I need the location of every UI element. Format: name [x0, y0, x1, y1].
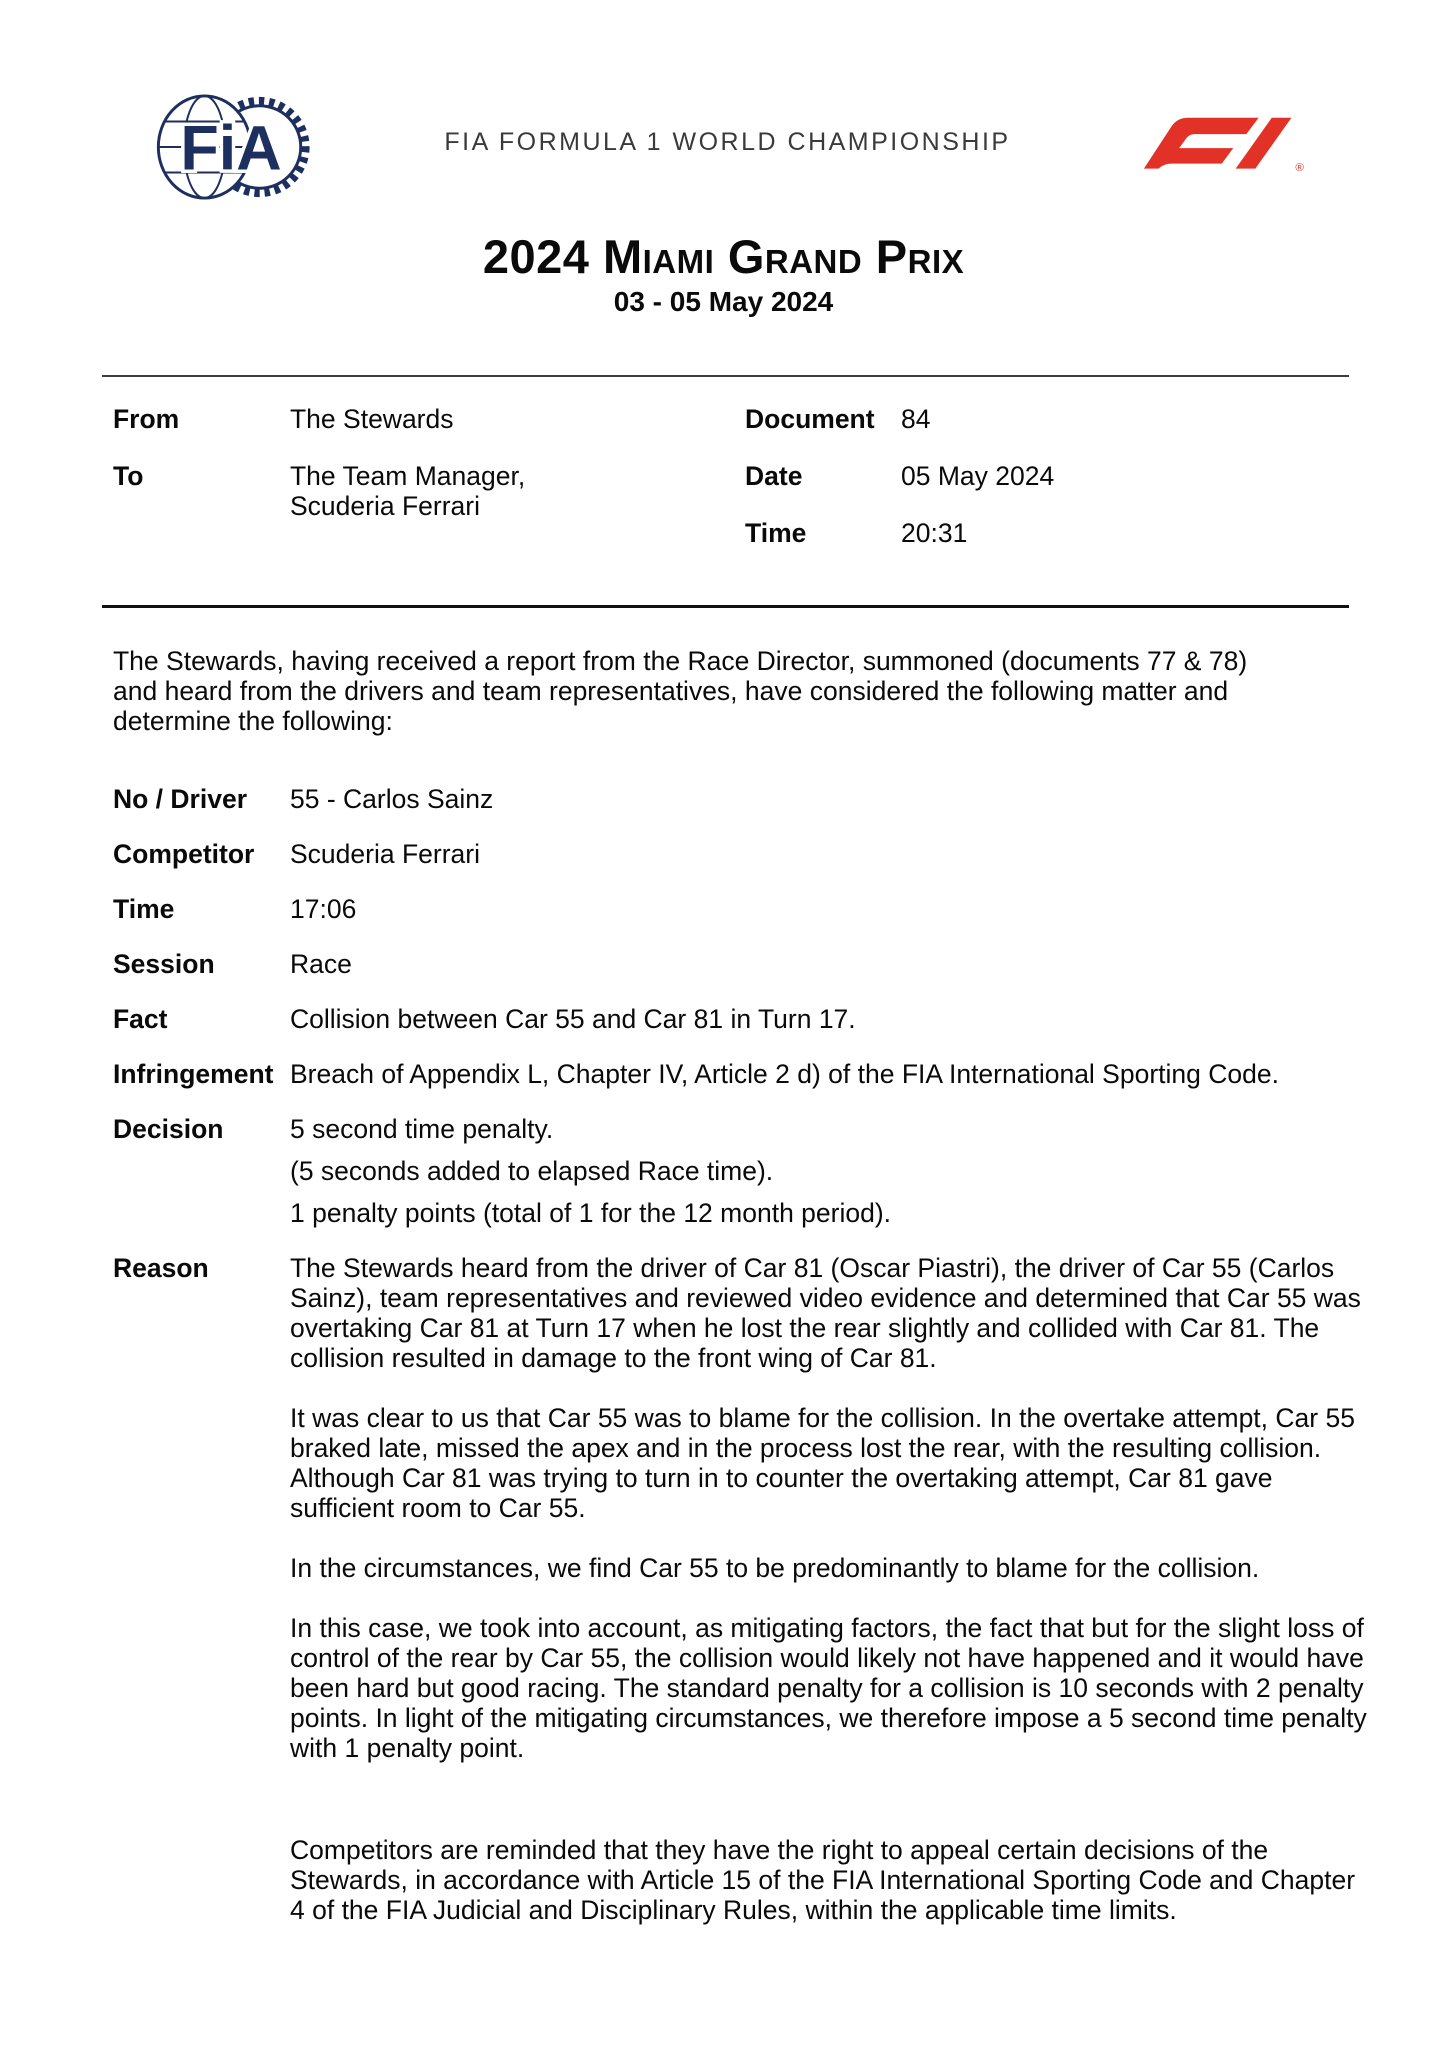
- driver-label: No / Driver: [113, 784, 248, 814]
- document-label: Document: [745, 404, 875, 434]
- field-row-time: [113, 894, 1367, 924]
- time-value: 20:31: [901, 518, 968, 548]
- intro-paragraph: The Stewards, having received a report from the Race Director, summoned (documents 77 & 78) and heard from the drivers and team representatives, have considered the following matter and determine the following:: [113, 646, 1248, 736]
- reason-paragraph: In the circumstances, we find Car 55 to be predominantly to blame for the collision.: [290, 1553, 1260, 1583]
- to-row: [113, 461, 745, 521]
- event-title: 2024 Miami Grand Prix: [482, 230, 965, 283]
- session-label: Session: [113, 949, 215, 979]
- fields-section: [113, 784, 1367, 1925]
- time-field-value: 17:06: [290, 894, 357, 924]
- from-label: From: [113, 404, 180, 434]
- divider-meta: [102, 605, 1349, 608]
- competitor-label: Competitor: [113, 839, 255, 869]
- from-value: The Stewards: [290, 404, 454, 434]
- f1-logo-icon: [1139, 114, 1307, 174]
- competitor-value: Scuderia Ferrari: [290, 839, 480, 869]
- to-label: To: [113, 461, 144, 491]
- reason-paragraph: In this case, we took into account, as mitigating factors, the fact that but for the slight loss of control of the rear by Car 55, the collision would likely not have happened and it would have been hard but good racing. The standard penalty for a collision is 10 seconds with 2 penalty points. In light of the mitigating circumstances, we therefore impose a 5 second time penalty with 1 penalty point.: [290, 1613, 1367, 1763]
- session-value: Race: [290, 949, 352, 979]
- time-field-label: Time: [113, 894, 175, 924]
- to-value: [290, 461, 525, 521]
- fact-label: Fact: [113, 1004, 168, 1034]
- field-row-reason: [113, 1253, 1367, 1925]
- reason-value: [290, 1253, 1367, 1925]
- decision-value: [290, 1114, 1367, 1228]
- document-row: [745, 404, 1352, 434]
- f1-registered-mark: ®: [1295, 162, 1304, 174]
- fact-value: Collision between Car 55 and Car 81 in Turn 17.: [290, 1004, 856, 1034]
- meta-left-column: [113, 404, 745, 575]
- decision-line: (5 seconds added to elapsed Race time).: [290, 1156, 774, 1186]
- to-value-line1: The Team Manager,: [290, 461, 526, 491]
- field-row-driver: [113, 784, 1367, 814]
- date-value: 05 May 2024: [901, 461, 1055, 491]
- reason-paragraph: The Stewards heard from the driver of Car 81 (Oscar Piastri), the driver of Car 55 (Carlos Sainz), team representatives and reviewed video evidence and determined that Car 55 was overtaking Car 81 at Turn 17 when he lost the rear slightly and collided with Car 81. The collision resulted in damage to the front wing of Car 81.: [290, 1253, 1361, 1373]
- reason-paragraph: It was clear to us that Car 55 was to blame for the collision. In the overtake attempt, Car 55 braked late, missed the apex and in the process lost the rear, with the resulting collision. Although Car 81 was trying to turn in to counter the overtaking attempt, Car 81 gave sufficient room to Car 55.: [290, 1403, 1355, 1523]
- decision-line: 1 penalty points (total of 1 for the 12 month period).: [290, 1198, 892, 1228]
- to-value-line2: Scuderia Ferrari: [290, 491, 480, 521]
- meta-section: [102, 377, 1352, 605]
- event-dates: 03 - 05 May 2024: [613, 286, 834, 317]
- time-label: Time: [745, 518, 807, 548]
- fia-logo-text: FiA: [180, 113, 282, 184]
- fia-logo-icon: [148, 92, 316, 202]
- date-row: [745, 461, 1352, 491]
- meta-right-column: [745, 404, 1352, 575]
- field-row-competitor: [113, 839, 1367, 869]
- infringement-label: Infringement: [113, 1059, 274, 1089]
- document-header: [148, 88, 1307, 206]
- field-row-decision: [113, 1114, 1367, 1228]
- driver-value: 55 - Carlos Sainz: [290, 784, 494, 814]
- infringement-value: Breach of Appendix L, Chapter IV, Article 2 d) of the FIA International Sporting Code.: [290, 1059, 1279, 1089]
- reason-paragraph-appeal: Competitors are reminded that they have the right to appeal certain decisions of the Stewards, in accordance with Article 15 of the FIA International Sporting Code and Chapter 4 of the FIA Judicial and Disciplinary Rules, within the applicable time limits.: [290, 1835, 1356, 1925]
- document-value: 84: [901, 404, 931, 434]
- decision-label: Decision: [113, 1114, 224, 1144]
- decision-line: 5 second time penalty.: [290, 1114, 554, 1144]
- time-row: [745, 518, 1352, 548]
- date-label: Date: [745, 461, 803, 491]
- field-row-fact: [113, 1004, 1367, 1034]
- field-row-session: [113, 949, 1367, 979]
- field-row-infringement: [113, 1059, 1367, 1089]
- reason-label: Reason: [113, 1253, 209, 1283]
- title-block: [0, 232, 1447, 319]
- championship-title: FIA FORMULA 1 WORLD CHAMPIONSHIP: [444, 127, 1011, 156]
- from-row: [113, 404, 745, 434]
